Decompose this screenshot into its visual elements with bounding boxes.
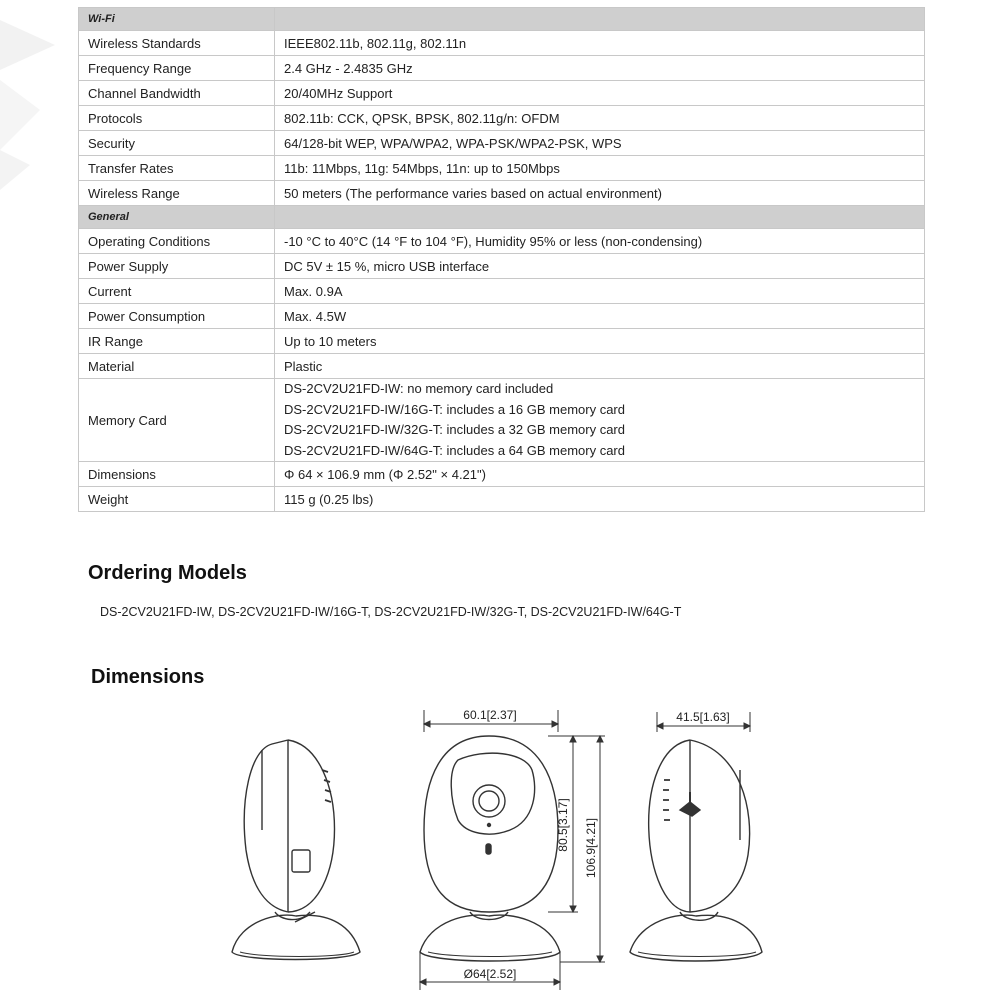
spec-value: Max. 4.5W	[275, 304, 925, 329]
spec-value: 115 g (0.25 lbs)	[275, 487, 925, 512]
spec-label: Memory Card	[79, 379, 275, 462]
specifications-table	[78, 7, 925, 512]
table-row	[79, 254, 925, 279]
section-wifi	[79, 8, 925, 31]
spec-label: Operating Conditions	[79, 229, 275, 254]
base-diameter-label: Ø64[2.52]	[463, 967, 517, 981]
table-row	[79, 329, 925, 354]
spec-value: DC 5V ± 15 %, micro USB interface	[275, 254, 925, 279]
table-row	[79, 229, 925, 254]
front-width-label: 60.1[2.37]	[463, 708, 517, 722]
spec-value: 11b: 11Mbps, 11g: 54Mbps, 11n: up to 150Mbps	[275, 156, 925, 181]
spec-value: Up to 10 meters	[275, 329, 925, 354]
spec-value: Max. 0.9A	[275, 279, 925, 304]
watermark-corner-graphic	[0, 0, 60, 190]
spec-value: 20/40MHz Support	[275, 81, 925, 106]
spec-value: IEEE802.11b, 802.11g, 802.11n	[275, 31, 925, 56]
table-row	[79, 106, 925, 131]
spec-value: -10 °C to 40°C (14 °F to 104 °F), Humidity 95% or less (non-condensing)	[275, 229, 925, 254]
total-height-label: 106.9[4.21]	[584, 817, 598, 879]
table-row	[79, 487, 925, 512]
table-row	[79, 279, 925, 304]
spec-value: 50 meters (The performance varies based on actual environment)	[275, 181, 925, 206]
spec-value-multiline	[275, 379, 925, 462]
spec-label: Channel Bandwidth	[79, 81, 275, 106]
spec-label: Power Supply	[79, 254, 275, 279]
spec-label: Dimensions	[79, 462, 275, 487]
side-depth-label: 41.5[1.63]	[676, 710, 730, 724]
memory-card-line: DS-2CV2U21FD-IW/64G-T: includes a 64 GB memory card	[284, 442, 625, 458]
spec-label: Current	[79, 279, 275, 304]
memory-card-line: DS-2CV2U21FD-IW/16G-T: includes a 16 GB memory card	[284, 401, 625, 417]
section-title: Wi-Fi	[79, 8, 275, 31]
spec-label: Protocols	[79, 106, 275, 131]
camera-front-view	[420, 736, 560, 961]
table-row	[79, 131, 925, 156]
spec-label: Frequency Range	[79, 56, 275, 81]
spec-label: Security	[79, 131, 275, 156]
body-height-label: 80.5[3.17]	[556, 798, 570, 852]
table-row	[79, 181, 925, 206]
table-row	[79, 56, 925, 81]
memory-card-line: DS-2CV2U21FD-IW: no memory card included	[284, 381, 554, 396]
section-filler	[275, 8, 925, 31]
spec-label: Weight	[79, 487, 275, 512]
table-row	[79, 156, 925, 181]
camera-side-view-right	[630, 740, 762, 961]
ordering-models-list: DS-2CV2U21FD-IW, DS-2CV2U21FD-IW/16G-T, DS-2CV2U21FD-IW/32G-T, DS-2CV2U21FD-IW/64G-T	[100, 605, 682, 619]
table-row-memory-card	[79, 379, 925, 462]
table-row	[79, 31, 925, 56]
spec-label: Transfer Rates	[79, 156, 275, 181]
spec-label: Wireless Range	[79, 181, 275, 206]
spec-label: Wireless Standards	[79, 31, 275, 56]
table-row	[79, 462, 925, 487]
spec-value: Plastic	[275, 354, 925, 379]
spec-value: Φ 64 × 106.9 mm (Φ 2.52" × 4.21")	[275, 462, 925, 487]
section-general	[79, 206, 925, 229]
table-row	[79, 81, 925, 106]
spec-label: IR Range	[79, 329, 275, 354]
table-row	[79, 354, 925, 379]
spec-value: 802.11b: CCK, QPSK, BPSK, 802.11g/n: OFDM	[275, 106, 925, 131]
section-filler	[275, 206, 925, 229]
camera-side-view-left	[232, 740, 360, 960]
spec-value: 2.4 GHz - 2.4835 GHz	[275, 56, 925, 81]
ordering-models-heading: Ordering Models	[88, 562, 247, 584]
spec-value: 64/128-bit WEP, WPA/WPA2, WPA-PSK/WPA2-PSK, WPS	[275, 131, 925, 156]
table-row	[79, 304, 925, 329]
section-title: General	[79, 206, 275, 229]
spec-label: Material	[79, 354, 275, 379]
memory-card-line: DS-2CV2U21FD-IW/32G-T: includes a 32 GB memory card	[284, 422, 625, 437]
dimension-drawing	[0, 690, 1000, 1000]
dimensions-heading: Dimensions	[91, 666, 205, 688]
spec-label: Power Consumption	[79, 304, 275, 329]
